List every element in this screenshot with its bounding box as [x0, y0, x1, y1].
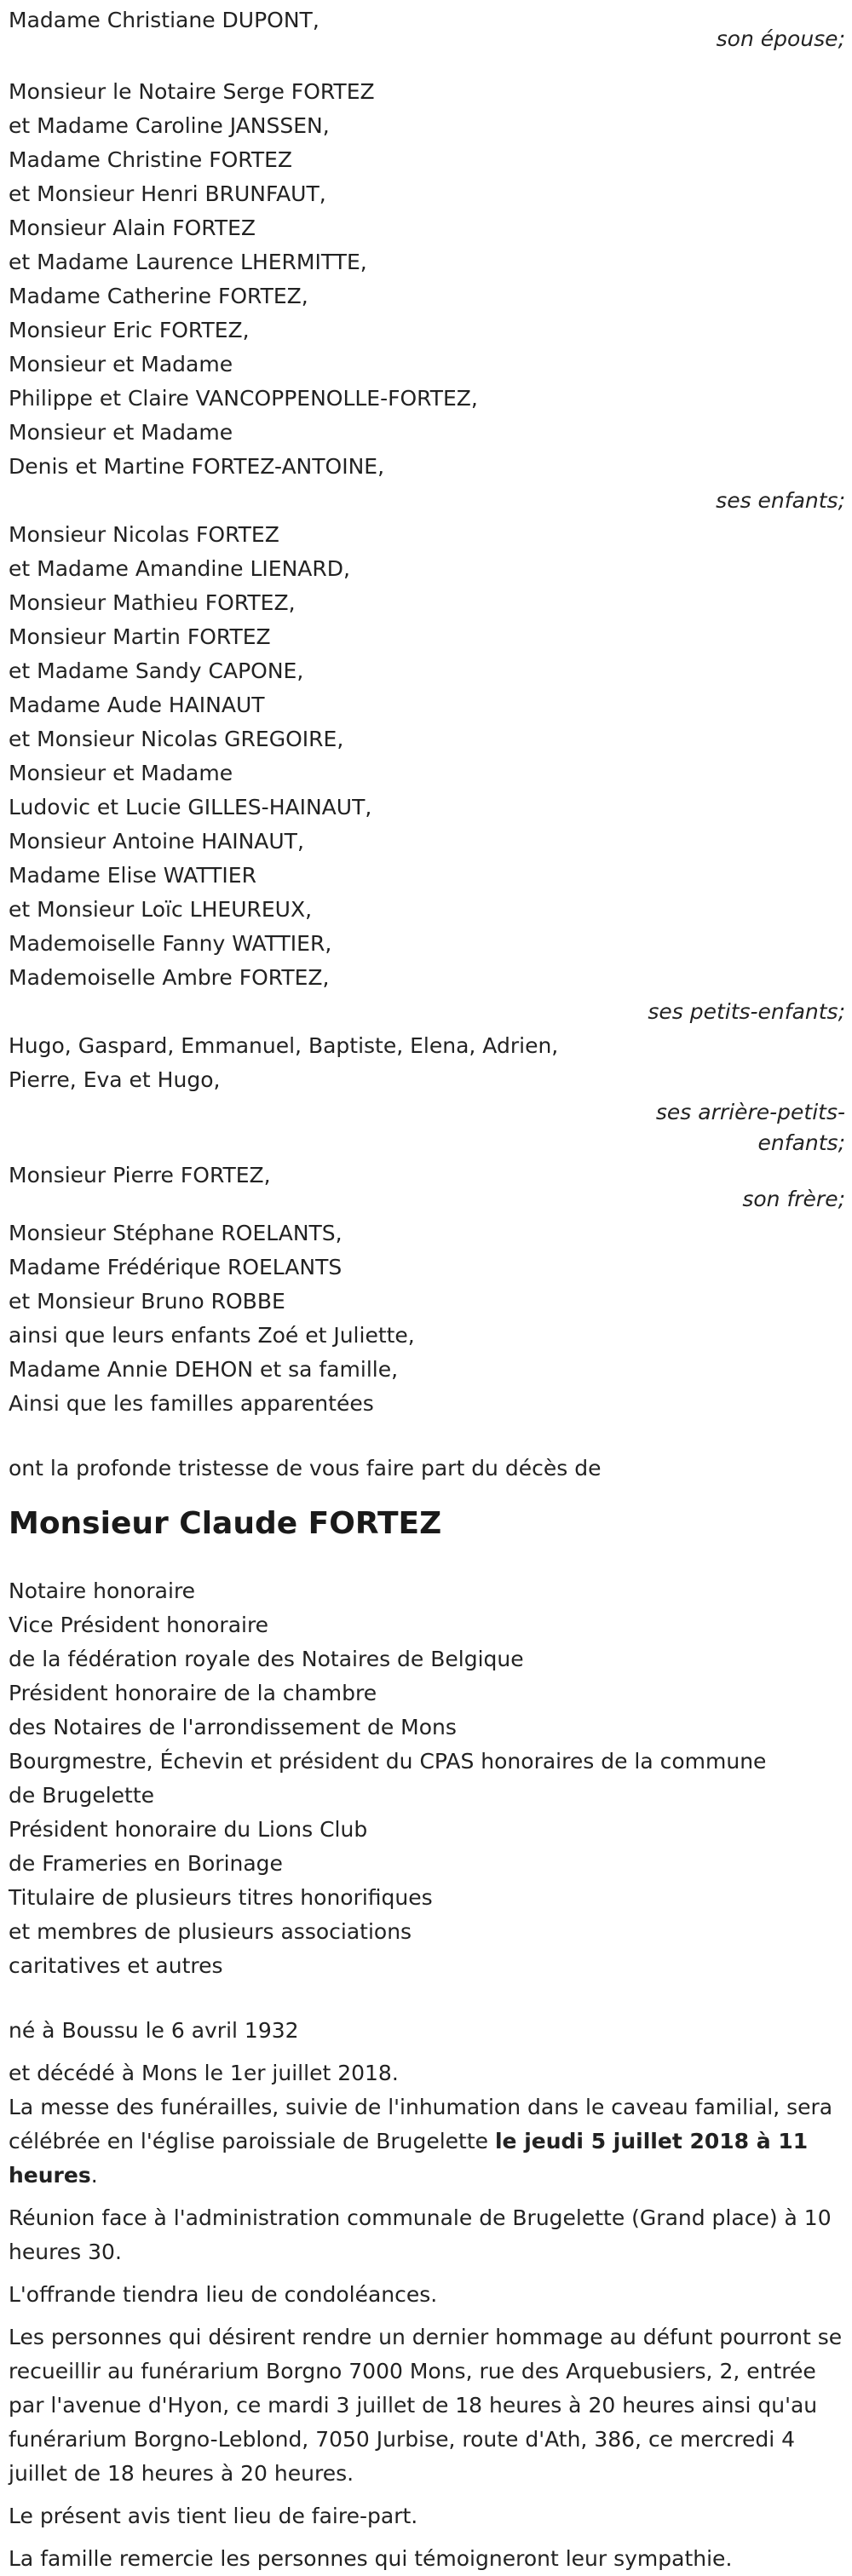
notice-info: Le présent avis tient lieu de faire-part.	[9, 2504, 418, 2528]
child-line: et Madame Laurence LHERMITTE,	[9, 250, 367, 274]
meeting-info: Réunion face à l'administration communale de Brugelette (Grand place) à 10 heures 30.	[9, 2205, 832, 2264]
great-grandchild-line: Hugo, Gaspard, Emmanuel, Baptiste, Elena, Adrien,	[9, 1033, 559, 1058]
grandchildren-section	[9, 518, 845, 1029]
thanks-info: La famille remercie les personnes qui témoigneront leur sympathie.	[9, 2546, 733, 2571]
child-line: Philippe et Claire VANCOPPENOLLE-FORTEZ,	[9, 386, 478, 411]
grandchild-line: Monsieur Mathieu FORTEZ,	[9, 590, 296, 615]
spouse-section	[9, 3, 845, 56]
brother-name: Monsieur Pierre FORTEZ,	[9, 1163, 271, 1187]
children-role: ses enfants;	[716, 488, 845, 513]
grandchildren-role: ses petits-enfants;	[648, 999, 845, 1024]
grandchild-line: et Madame Amandine LIENARD,	[9, 556, 350, 581]
child-line: Monsieur le Notaire Serge FORTEZ	[9, 79, 375, 104]
other-line: ainsi que leurs enfants Zoé et Juliette,	[9, 1323, 415, 1348]
other-line: Ainsi que les familles apparentées	[9, 1391, 374, 1416]
title-line: de Frameries en Borinage	[9, 1851, 283, 1876]
child-line: Monsieur et Madame	[9, 352, 233, 377]
title-line: de Brugelette	[9, 1783, 155, 1808]
other-line: Madame Frédérique ROELANTS	[9, 1255, 343, 1279]
grandchild-line: et Madame Sandy CAPONE,	[9, 658, 304, 683]
title-line: Notaire honoraire	[9, 1578, 196, 1603]
announcement-intro: ont la profonde tristesse de vous faire part du décès de	[9, 1456, 602, 1481]
child-line: Monsieur et Madame	[9, 420, 233, 445]
grandchild-line: Monsieur Martin FORTEZ	[9, 624, 271, 649]
funeral-text-end: .	[90, 2163, 98, 2188]
child-line: Madame Catherine FORTEZ,	[9, 284, 308, 308]
spouse-role: son épouse;	[716, 26, 845, 51]
title-line: de la fédération royale des Notaires de Belgique	[9, 1647, 524, 1671]
other-line: Monsieur Stéphane ROELANTS,	[9, 1221, 343, 1245]
child-line: et Madame Caroline JANSSEN,	[9, 113, 330, 138]
grandchild-line: Mademoiselle Ambre FORTEZ,	[9, 965, 330, 990]
title-line: Titulaire de plusieurs titres honorifiques	[9, 1885, 433, 1910]
great-grandchild-line: Pierre, Eva et Hugo,	[9, 1067, 221, 1092]
deceased-name: Monsieur Claude FORTEZ	[9, 1506, 442, 1541]
child-line: Monsieur Alain FORTEZ	[9, 216, 256, 240]
spouse-name: Madame Christiane DUPONT,	[9, 8, 320, 32]
title-line: Président honoraire du Lions Club	[9, 1817, 368, 1842]
others-section	[9, 1216, 845, 1421]
birth-info: né à Boussu le 6 avril 1932	[9, 2018, 299, 2043]
grandchild-line: et Monsieur Nicolas GREGOIRE,	[9, 727, 344, 751]
child-line: Denis et Martine FORTEZ-ANTOINE,	[9, 454, 385, 479]
funeral-text: La messe des funérailles, suivie de l'inhumation dans le caveau familial, sera célébrée en l'église paroissiale de Brugelette	[9, 2095, 833, 2153]
brother-role: son frère;	[742, 1187, 845, 1211]
child-line: et Monsieur Henri BRUNFAUT,	[9, 181, 326, 206]
grandchild-line: et Monsieur Loïc LHEUREUX,	[9, 897, 313, 922]
grandchild-line: Mademoiselle Fanny WATTIER,	[9, 931, 332, 956]
grandchild-line: Madame Aude HAINAUT	[9, 693, 265, 717]
great-grandchildren-role-line2: enfants;	[757, 1130, 845, 1155]
homage-info: Les personnes qui désirent rendre un dernier hommage au défunt pourront se recueillir au funérarium Borgno 7000 Mons, rue des Arquebusiers, 2, entrée par l'avenue d'Hyon, ce mardi 3 juillet de 18 heures à 20 heures ainsi qu'au funérarium Borgno-Leblond, 7050 Jurbise, route d'Ath, 386, ce mercredi 4 juillet de 18 heures à 20 heures.	[9, 2325, 843, 2486]
grandchild-line: Monsieur Antoine HAINAUT,	[9, 829, 304, 854]
children-section	[9, 75, 845, 518]
titles-section	[9, 1574, 845, 1983]
title-line: Président honoraire de la chambre	[9, 1681, 377, 1705]
grandchild-line: Monsieur et Madame	[9, 761, 233, 785]
other-line: Madame Annie DEHON et sa famille,	[9, 1357, 399, 1382]
funeral-date: le jeudi 5 juillet 2018 à 11 heures	[9, 2129, 809, 2188]
funeral-info	[9, 2090, 845, 2193]
grandchild-line: Madame Elise WATTIER	[9, 863, 256, 888]
offering-info: L'offrande tiendra lieu de condoléances.	[9, 2282, 438, 2307]
title-line: des Notaires de l'arrondissement de Mons	[9, 1715, 457, 1739]
other-line: et Monsieur Bruno ROBBE	[9, 1289, 285, 1314]
title-line: Vice Président honoraire	[9, 1613, 269, 1637]
child-line: Monsieur Eric FORTEZ,	[9, 318, 250, 342]
great-grandchildren-role-line1: ses arrière-petits-	[655, 1100, 845, 1124]
title-line: Bourgmestre, Échevin et président du CPAS honoraires de la commune	[9, 1749, 767, 1774]
child-line: Madame Christine FORTEZ	[9, 147, 293, 172]
great-grandchildren-section	[9, 1029, 845, 1159]
death-info: et décédé à Mons le 1er juillet 2018.	[9, 2061, 399, 2085]
title-line: et membres de plusieurs associations	[9, 1919, 412, 1944]
title-line: caritatives et autres	[9, 1953, 223, 1978]
grandchild-line: Monsieur Nicolas FORTEZ	[9, 522, 279, 547]
brother-section	[9, 1159, 845, 1216]
grandchild-line: Ludovic et Lucie GILLES-HAINAUT,	[9, 795, 372, 819]
